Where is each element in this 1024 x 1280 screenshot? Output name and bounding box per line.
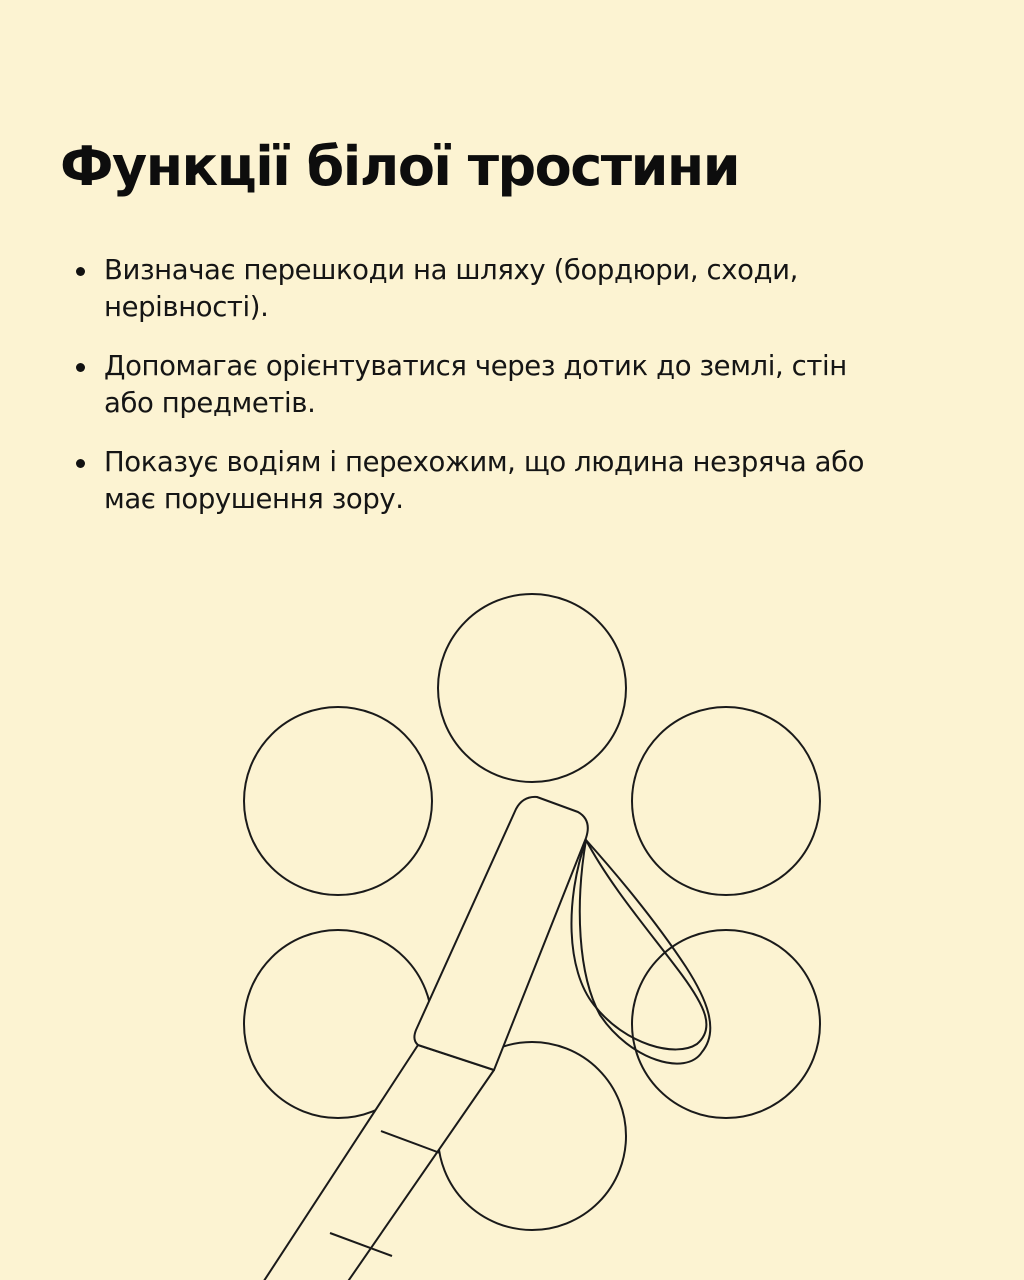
- circle-shape: [632, 707, 820, 895]
- cane-strap-shape: [571, 840, 710, 1064]
- circle-shape: [438, 594, 626, 782]
- list-item-text: Визначає перешкоди на шляху (бордюри, сходи, нерівності).: [104, 254, 798, 323]
- page-title: Функції білої тростини: [60, 135, 740, 198]
- cane-shape: [258, 797, 588, 1280]
- circle-shape: [244, 707, 432, 895]
- list-item-text: Показує водіям і перехожим, що людина незряча або має порушення зору.: [104, 446, 865, 515]
- circle-shape: [632, 930, 820, 1118]
- list-item-text: Допомагає орієнтуватися через дотик до землі, стін або предметів.: [104, 350, 847, 419]
